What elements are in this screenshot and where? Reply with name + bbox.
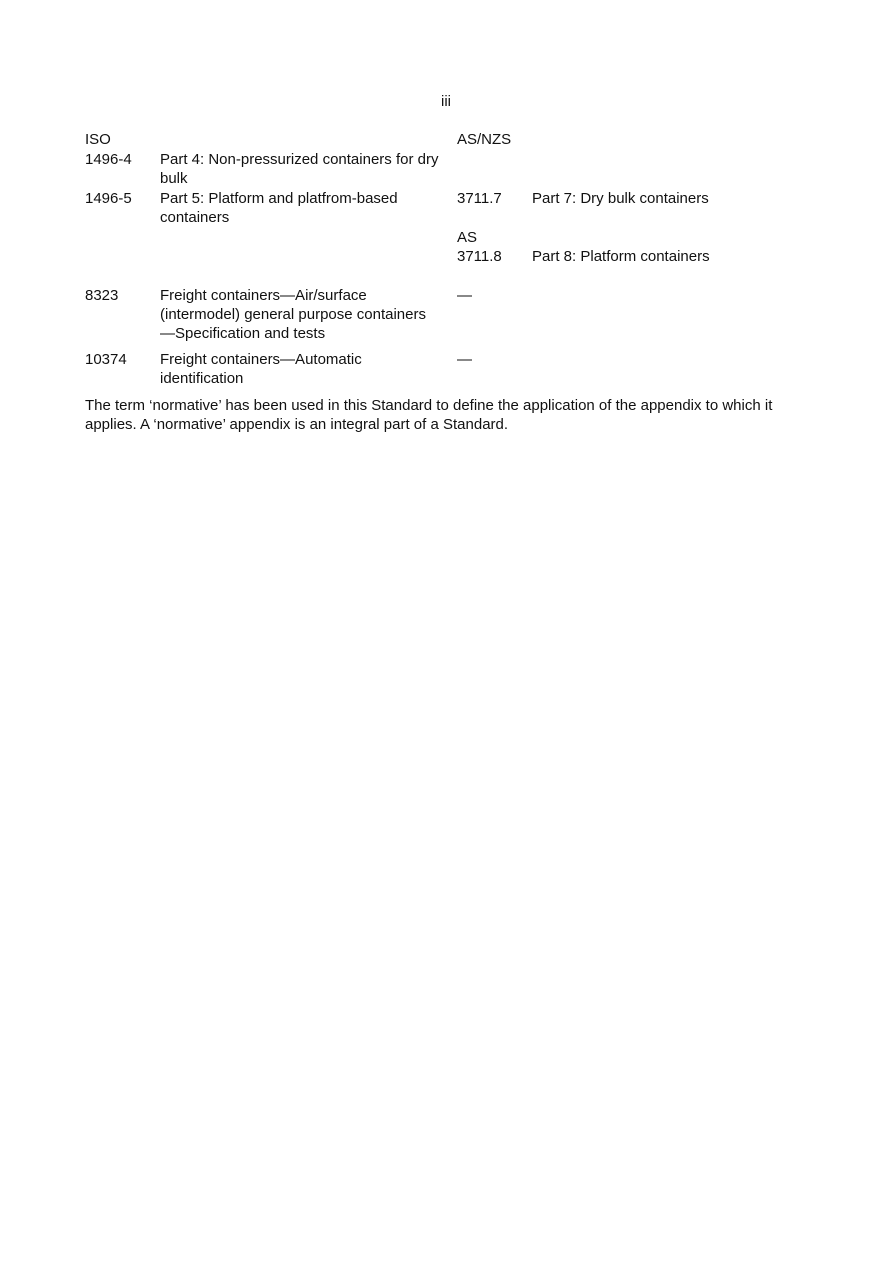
normative-note: The term ‘normative’ has been used in this Standard to define the application of the appendix to which it applies. A ‘normative’ appendix is an integral part of a Standard.	[85, 397, 773, 433]
as-number: 3711.7	[457, 190, 502, 207]
iso-number: 1496-5	[85, 190, 132, 207]
as-title: Part 8: Platform containers	[532, 248, 710, 265]
iso-title: Part 5: Platform and platfrom-based containers	[160, 190, 398, 226]
iso-title: Part 4: Non-pressurized containers for dry bulk	[160, 151, 439, 187]
iso-title: Freight containers—Air/surface (intermodel) general purpose containers—Specification and tests	[160, 287, 426, 342]
iso-header: ISO	[85, 131, 111, 148]
iso-number: 1496-4	[85, 151, 132, 168]
iso-title: Freight containers—Automatic identification	[160, 351, 362, 387]
iso-number: 10374	[85, 351, 127, 368]
page-number: iii	[441, 93, 451, 110]
as-number: —	[457, 351, 472, 368]
iso-number: 8323	[85, 287, 119, 304]
as-number: —	[457, 287, 472, 304]
as-number: 3711.8	[457, 248, 502, 265]
as-title: Part 7: Dry bulk containers	[532, 190, 709, 207]
as-prefix: AS	[457, 229, 478, 246]
asnzs-header: AS/NZS	[457, 131, 512, 148]
